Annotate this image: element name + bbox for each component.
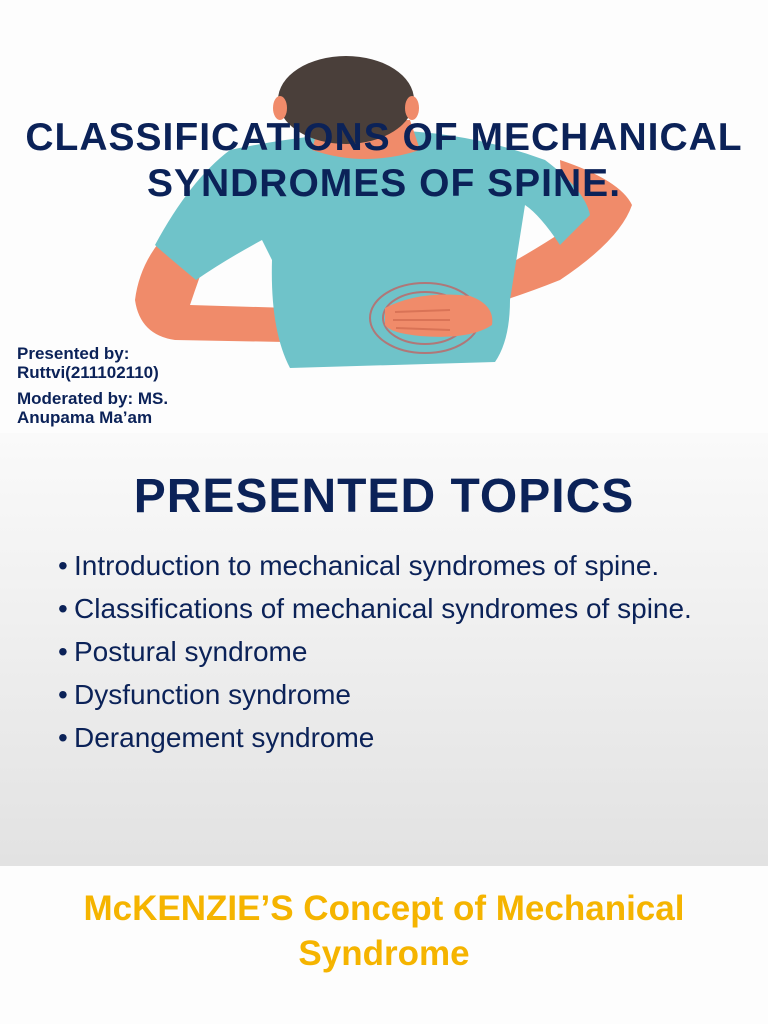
topics-list (58, 549, 738, 764)
topics-slide (0, 433, 768, 866)
topics-title: PRESENTED TOPICS (133, 470, 635, 523)
slide-title: CLASSIFICATIONS OF MECHANICAL SYNDROMES OF SPINE. (25, 116, 743, 205)
mckenzie-title: McKENZIE’S Concept of Mechanical Syndrome (83, 889, 685, 973)
topic-item: • Classifications of mechanical syndromes of spine. (58, 592, 738, 626)
credits (17, 344, 237, 433)
topic-item: • Postural syndrome (58, 635, 738, 669)
presenter-line: Presented by: Ruttvi(211102110) (17, 344, 159, 382)
topic-item: • Dysfunction syndrome (58, 678, 738, 712)
title-slide (0, 0, 768, 433)
topic-item: • Introduction to mechanical syndromes of spine. (58, 549, 738, 583)
mckenzie-slide (0, 866, 768, 1024)
moderator-line: Moderated by: MS. Anupama Ma’am (17, 389, 169, 427)
topic-item: • Derangement syndrome (58, 721, 738, 755)
